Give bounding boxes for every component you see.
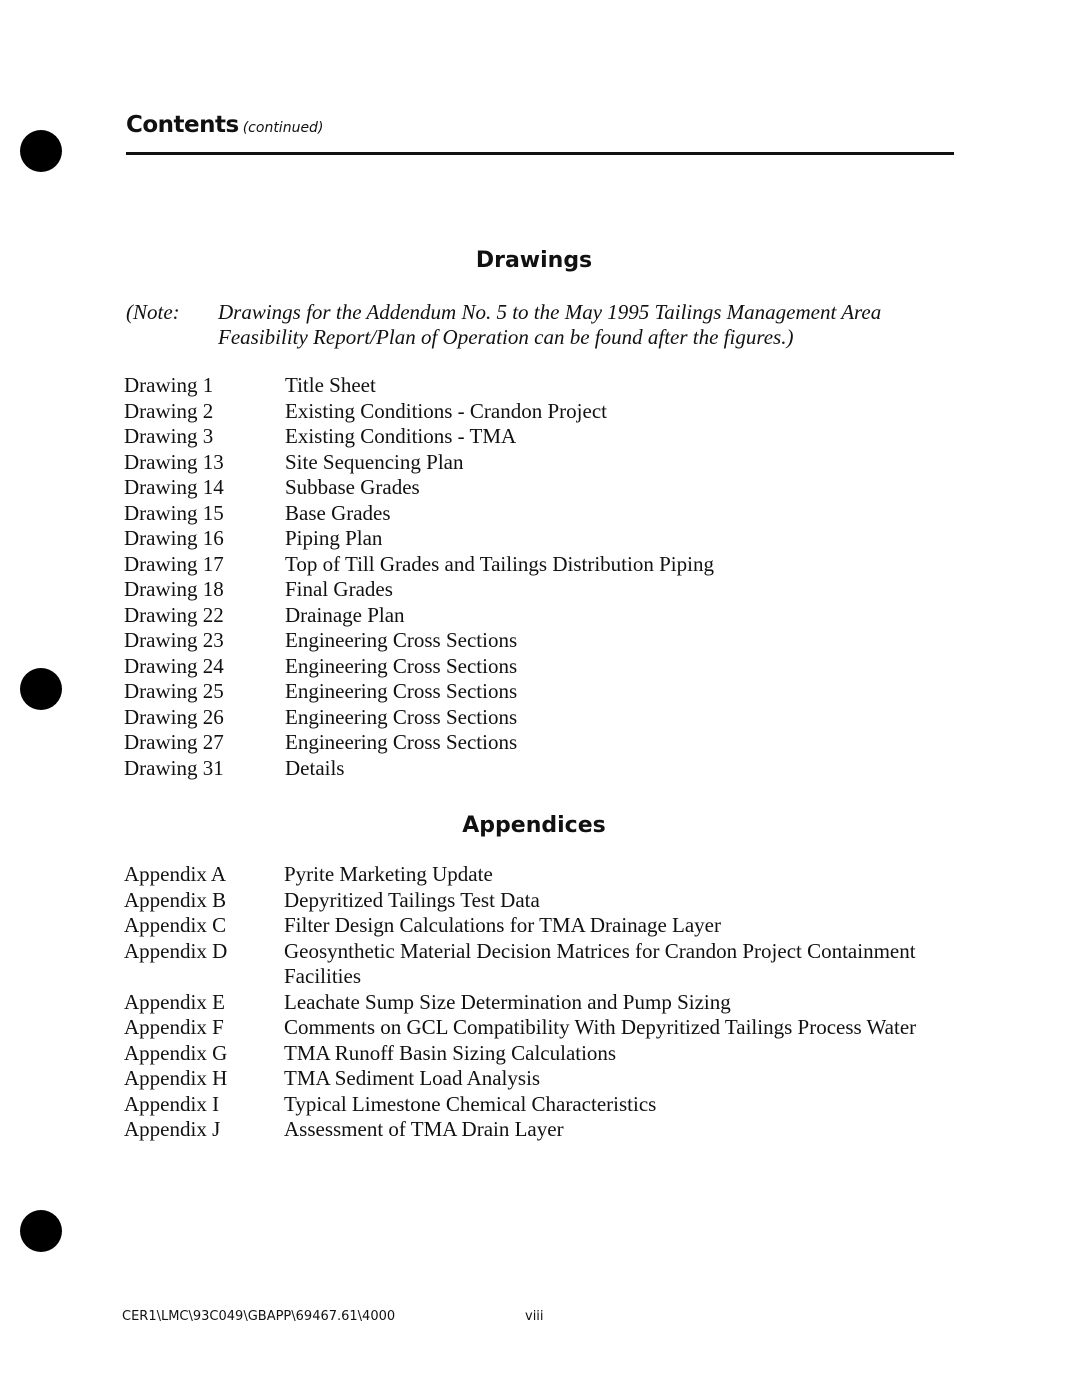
drawing-title: Top of Till Grades and Tailings Distribution Piping [285,551,714,576]
list-item [124,990,944,1016]
appendix-label: Appendix F [124,1015,224,1039]
drawing-label: Drawing 26 [124,704,224,729]
drawing-title: Base Grades [285,500,391,525]
list-item [124,526,944,552]
list-item [124,603,944,629]
binder-hole [20,1210,62,1252]
drawing-title: Final Grades [285,577,393,601]
drawing-title: Title Sheet [285,373,376,397]
note-label: (Note: [126,300,180,324]
appendices-heading: Appendices [462,813,606,838]
appendix-label: Appendix B [124,887,227,912]
drawing-title: Piping Plan [285,526,383,550]
drawing-title: Engineering Cross Sections [285,704,518,729]
drawings-list [124,373,944,781]
drawing-label: Drawing 15 [124,500,224,525]
list-item [124,913,944,939]
list-item [124,1015,944,1041]
drawing-title: Engineering Cross Sections [285,679,518,703]
list-item [124,1066,944,1092]
appendix-title: Pyrite Marketing Update [284,862,493,886]
drawing-title: Engineering Cross Sections [285,628,518,652]
appendix-title: Leachate Sump Size Determination and Pump Sizing [284,989,731,1014]
binder-hole [20,130,62,172]
appendix-label: Appendix G [124,1040,228,1065]
drawing-title: Details [285,755,345,780]
drawing-label: Drawing 22 [124,602,224,627]
binder-hole [20,668,62,710]
list-item [124,862,944,888]
list-item [124,373,944,399]
drawing-label: Drawing 23 [124,628,224,652]
page-subtitle: (continued) [242,120,324,136]
page-title: Contents [126,112,239,138]
appendix-label: Appendix D [124,938,228,963]
drawing-title: Subbase Grades [285,475,420,499]
drawing-label: Drawing 27 [124,730,224,754]
page-number: viii [525,1309,544,1324]
drawing-label: Drawing 25 [124,679,224,703]
appendix-title: TMA Runoff Basin Sizing Calculations [284,1040,617,1065]
appendix-title: Typical Limestone Chemical Characteristics [284,1091,657,1116]
appendix-title: TMA Sediment Load Analysis [284,1066,541,1090]
list-item [124,888,944,914]
appendix-label: Appendix A [124,862,227,886]
list-item [124,705,944,731]
list-item [124,756,944,782]
list-item [124,399,944,425]
list-item [124,501,944,527]
appendix-label: Appendix I [124,1091,220,1116]
appendix-label: Appendix H [124,1066,228,1090]
drawing-label: Drawing 17 [124,551,224,576]
drawing-label: Drawing 24 [124,653,224,678]
drawing-label: Drawing 1 [124,373,214,397]
appendix-title: Geosynthetic Material Decision Matrices for Crandon Project Containment Facilities [284,938,916,988]
list-item [124,577,944,603]
appendix-title: Assessment of TMA Drain Layer [284,1117,564,1141]
page-header [126,112,954,155]
list-item [124,450,944,476]
appendix-title: Depyritized Tailings Test Data [284,887,540,912]
drawing-label: Drawing 31 [124,755,224,780]
drawing-label: Drawing 13 [124,449,224,474]
drawing-title: Site Sequencing Plan [285,449,464,474]
drawing-label: Drawing 3 [124,424,214,448]
appendix-title: Filter Design Calculations for TMA Drainage Layer [284,913,722,937]
list-item [124,1117,944,1143]
list-item [124,654,944,680]
list-item [124,939,944,990]
list-item [124,1041,944,1067]
drawing-label: Drawing 14 [124,475,224,499]
document-code: CER1\LMC\93C049\GBAPP\69467.61\4000 [122,1309,396,1324]
drawing-title: Existing Conditions - TMA [285,424,517,448]
list-item [124,1092,944,1118]
appendix-title: Comments on GCL Compatibility With Depyritized Tailings Process Water [284,1015,917,1039]
drawing-title: Existing Conditions - Crandon Project [285,398,607,423]
drawing-title: Engineering Cross Sections [285,653,518,678]
list-item [124,552,944,578]
appendix-label: Appendix J [124,1117,221,1141]
list-item [124,679,944,705]
appendix-label: Appendix E [124,989,225,1014]
list-item [124,628,944,654]
list-item [124,475,944,501]
drawing-label: Drawing 2 [124,398,214,423]
drawing-label: Drawing 16 [124,526,224,550]
list-item [124,424,944,450]
appendices-list [124,862,944,1143]
drawings-heading: Drawings [475,248,593,273]
drawing-title: Engineering Cross Sections [285,730,518,754]
drawing-title: Drainage Plan [285,602,405,627]
note-text: Drawings for the Addendum No. 5 to the May 1995 Tailings Management Area Feasibility Report/Plan of Operation can be found after the figures.) [218,300,882,349]
list-item [124,730,944,756]
drawing-label: Drawing 18 [124,577,224,601]
appendix-label: Appendix C [124,913,227,937]
